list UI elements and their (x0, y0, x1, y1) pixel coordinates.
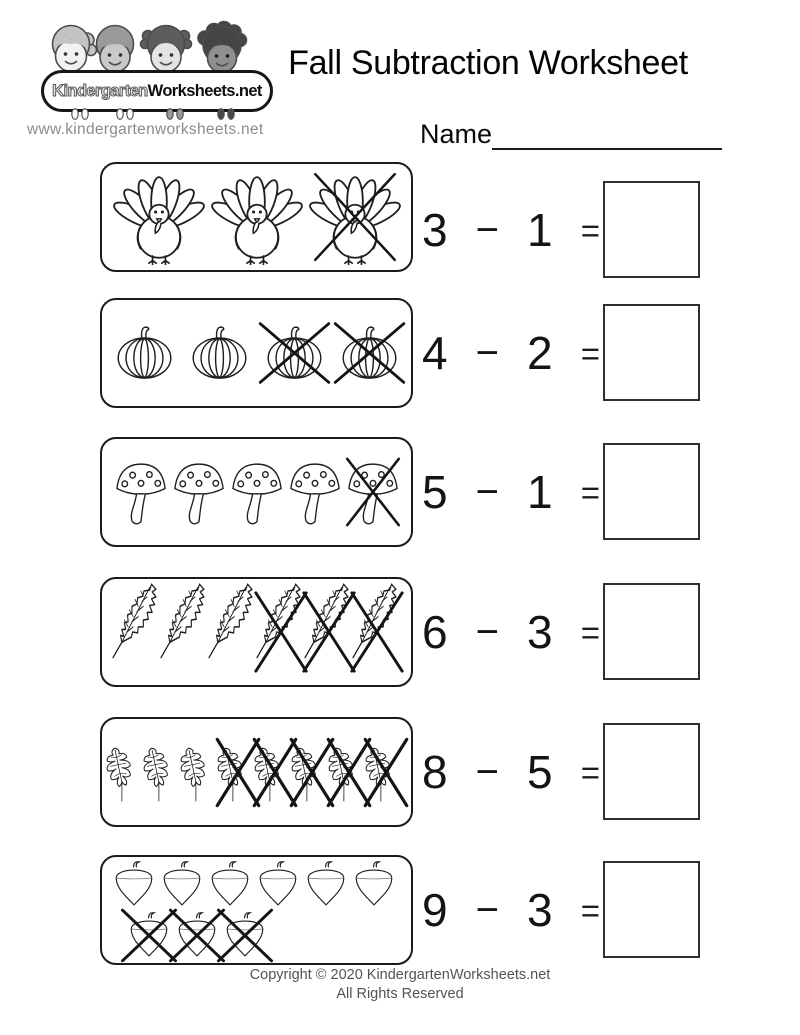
acorn-item (110, 859, 158, 910)
mushroom-item (287, 456, 343, 528)
problem-row (100, 717, 710, 827)
items-box (100, 577, 413, 687)
subtrahend: 1 (527, 466, 553, 518)
problem-row (100, 162, 710, 272)
cross-out-icon (301, 589, 356, 674)
pumpkin-item (184, 325, 255, 381)
oak-item (109, 743, 145, 802)
mushroom-item (171, 456, 227, 528)
cross-out-icon (216, 908, 274, 963)
leaf-item (161, 591, 209, 673)
mushroom-icon (287, 456, 343, 528)
turkey-item (113, 169, 205, 265)
oak-item-crossed (257, 743, 293, 802)
leaf-item (209, 591, 257, 673)
pumpkin-icon (109, 325, 180, 381)
mushroom-icon (113, 456, 169, 528)
cross-out-icon (332, 321, 407, 385)
equation (422, 298, 600, 408)
oak-item-crossed (331, 743, 367, 802)
answer-box[interactable] (603, 443, 700, 540)
minuend: 8 (422, 746, 448, 798)
mushroom-item (229, 456, 285, 528)
problem-row (100, 437, 710, 547)
leaf-item-crossed (257, 591, 305, 673)
logo-hands-illustration (41, 108, 273, 122)
minuend: 6 (422, 606, 448, 658)
pumpkin-icon (184, 325, 255, 381)
minuend: 3 (422, 204, 448, 256)
turkey-item-crossed (309, 169, 401, 265)
website-url: www.kindergartenworksheets.net (27, 121, 264, 138)
oak-item-crossed (220, 743, 256, 802)
oak-item-crossed (294, 743, 330, 802)
minuend: 5 (422, 466, 448, 518)
leaf-icon (209, 591, 257, 673)
logo-brand-second: Worksheets.net (147, 81, 262, 100)
mushroom-icon (229, 456, 285, 528)
oak-item-crossed (368, 743, 404, 802)
mushroom-item-crossed (345, 456, 401, 528)
equals-sign: = (580, 753, 600, 791)
acorn-item (254, 859, 302, 910)
leaf-icon (113, 591, 161, 673)
minus-sign: − (475, 470, 499, 514)
acorn-icon (302, 859, 350, 910)
minus-sign: − (475, 610, 499, 654)
acorn-item (302, 859, 350, 910)
rights-line: All Rights Reserved (336, 986, 464, 1002)
turkey-icon (113, 169, 205, 265)
turkey-item (211, 169, 303, 265)
mushroom-icon (171, 456, 227, 528)
acorn-item (350, 859, 398, 910)
items-box (100, 162, 413, 272)
acorn-icon (254, 859, 302, 910)
answer-box[interactable] (603, 861, 700, 958)
acorn-icon (350, 859, 398, 910)
equals-sign: = (580, 473, 600, 511)
subtrahend: 1 (527, 204, 553, 256)
minuend: 4 (422, 327, 448, 379)
cross-out-icon (345, 456, 401, 528)
pumpkin-item-crossed (334, 325, 405, 381)
equals-sign: = (580, 211, 600, 249)
cross-out-icon (257, 321, 332, 385)
pumpkin-item (109, 325, 180, 381)
items-box (100, 717, 413, 827)
items-box (100, 855, 413, 965)
footer (0, 966, 800, 1004)
oak-item (183, 743, 219, 802)
name-input-line[interactable] (492, 118, 722, 150)
leaf-item-crossed (353, 591, 401, 673)
copyright-line: Copyright © 2020 KindergartenWorksheets.net (249, 967, 551, 983)
answer-box[interactable] (603, 181, 700, 278)
leaf-item (113, 591, 161, 673)
equation (422, 577, 600, 687)
leaf-icon (161, 591, 209, 673)
acorn-icon (158, 859, 206, 910)
acorn-item-crossed (125, 910, 173, 961)
equals-sign: = (580, 891, 600, 929)
logo-brand-first: Kindergarten (52, 81, 148, 100)
answer-box[interactable] (603, 583, 700, 680)
cross-out-icon (349, 589, 404, 674)
cross-out-icon (311, 170, 397, 263)
logo-banner (41, 70, 273, 112)
subtrahend: 3 (527, 884, 553, 936)
answer-box[interactable] (603, 304, 700, 401)
pumpkin-item-crossed (259, 325, 330, 381)
oak-item (146, 743, 182, 802)
acorn-item-crossed (221, 910, 269, 961)
items-box (100, 298, 413, 408)
equals-sign: = (580, 613, 600, 651)
equation (422, 717, 600, 827)
minuend: 9 (422, 884, 448, 936)
acorn-item (158, 859, 206, 910)
problem-row (100, 577, 710, 687)
equation (422, 437, 600, 547)
name-field (420, 118, 722, 150)
equation (422, 855, 600, 965)
acorn-icon (206, 859, 254, 910)
mushroom-item (113, 456, 169, 528)
subtrahend: 5 (527, 746, 553, 798)
minus-sign: − (475, 888, 499, 932)
minus-sign: − (475, 208, 499, 252)
answer-box[interactable] (603, 723, 700, 820)
acorn-item-crossed (173, 910, 221, 961)
page-title: Fall Subtraction Worksheet (288, 44, 688, 82)
leaf-item-crossed (305, 591, 353, 673)
subtrahend: 2 (527, 327, 553, 379)
minus-sign: − (475, 331, 499, 375)
acorn-item (206, 859, 254, 910)
cross-out-icon (253, 589, 308, 674)
minus-sign: − (475, 750, 499, 794)
equals-sign: = (580, 334, 600, 372)
subtrahend: 3 (527, 606, 553, 658)
turkey-icon (211, 169, 303, 265)
equation (422, 175, 600, 285)
problem-row (100, 855, 710, 965)
acorn-icon (110, 859, 158, 910)
problem-row (100, 298, 710, 408)
name-label: Name (420, 119, 493, 150)
items-box (100, 437, 413, 547)
cross-out-icon (364, 736, 409, 808)
